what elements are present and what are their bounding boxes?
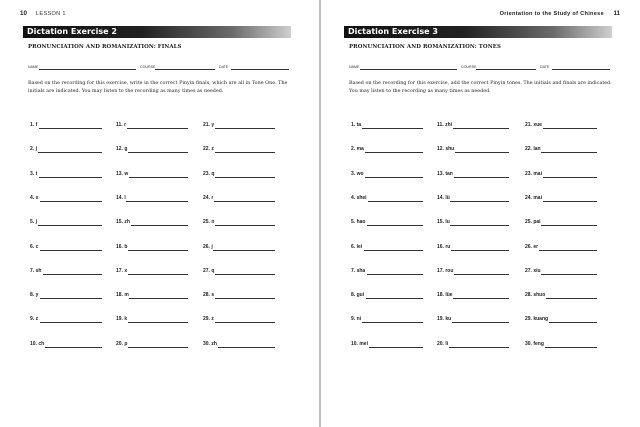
- answer-item: [437, 195, 509, 203]
- item-prompt: hao: [356, 219, 366, 226]
- item-number: 17.: [437, 267, 444, 274]
- answer-item: [437, 316, 509, 324]
- answer-item: [203, 292, 275, 300]
- answer-item: [437, 122, 509, 130]
- item-number: 24.: [525, 194, 532, 201]
- page-number: 11: [613, 10, 620, 17]
- item-number: 10.: [351, 340, 358, 347]
- answer-blank[interactable]: [362, 322, 423, 323]
- item-number: 28.: [525, 292, 532, 299]
- answer-item: [30, 341, 102, 349]
- item-prompt: y: [35, 292, 39, 299]
- page-number: 10: [20, 10, 27, 17]
- answer-item: [116, 195, 188, 203]
- name-field[interactable]: [39, 69, 136, 70]
- item-prompt: xue: [533, 122, 542, 128]
- answer-item: [203, 171, 275, 179]
- item-number: 3.: [351, 170, 356, 177]
- item-number: 7.: [30, 267, 35, 274]
- item-prompt: sh: [35, 267, 42, 274]
- item-prompt: r: [211, 194, 214, 201]
- answer-blank[interactable]: [129, 177, 188, 178]
- answer-blank[interactable]: [39, 177, 102, 178]
- item-prompt: ni: [356, 316, 362, 323]
- answer-blank[interactable]: [453, 128, 509, 129]
- item-prompt: gui: [356, 292, 365, 299]
- answer-blank[interactable]: [215, 152, 275, 153]
- item-number: 18.: [437, 292, 444, 299]
- item-prompt: tan: [445, 170, 453, 177]
- item-prompt: m: [124, 292, 129, 299]
- item-number: 20.: [437, 340, 444, 347]
- item-number: 8.: [351, 292, 356, 299]
- item-prompt: f: [35, 122, 38, 128]
- item-number: 6.: [30, 243, 35, 250]
- instructions: Based on the recording for this exercise, write in the correct Pinyin finals, which are all in Tone One. The initials are indicated. You may listen to the recording as many times as needed.: [28, 80, 288, 94]
- answer-blank[interactable]: [45, 347, 102, 348]
- item-number: 5.: [30, 219, 35, 226]
- answer-blank[interactable]: [367, 225, 423, 226]
- answer-blank[interactable]: [40, 201, 102, 202]
- answer-blank[interactable]: [455, 152, 509, 153]
- item-number: 3.: [30, 170, 35, 177]
- item-prompt: j: [35, 146, 37, 153]
- item-prompt: t: [35, 170, 38, 177]
- answer-blank[interactable]: [38, 152, 102, 153]
- item-number: 15.: [116, 219, 123, 226]
- answer-item: [116, 268, 188, 276]
- name-label: NAME: [28, 65, 39, 69]
- answer-item: [203, 244, 275, 252]
- item-number: 25.: [203, 219, 210, 226]
- item-number: 28.: [203, 292, 210, 299]
- item-prompt: mei: [359, 340, 368, 347]
- item-prompt: xiu: [533, 267, 541, 274]
- answer-item: [116, 316, 188, 324]
- name-label: NAME: [349, 65, 360, 69]
- item-prompt: z: [211, 146, 214, 153]
- item-number: 1.: [351, 122, 356, 128]
- item-prompt: zh: [124, 219, 130, 226]
- answer-blank[interactable]: [215, 128, 275, 129]
- item-number: 25.: [525, 219, 532, 226]
- item-prompt: z: [211, 316, 214, 323]
- item-prompt: wo: [356, 170, 364, 177]
- item-number: 12.: [437, 146, 444, 153]
- answer-blank[interactable]: [362, 128, 423, 129]
- date-field[interactable]: [552, 69, 610, 70]
- answer-item: [203, 122, 275, 130]
- item-prompt: lan: [533, 146, 541, 153]
- item-number: 30.: [203, 340, 210, 347]
- answer-blank[interactable]: [127, 128, 188, 129]
- answer-item: [437, 292, 509, 300]
- running-head: LESSON 1: [36, 11, 66, 17]
- item-number: 29.: [525, 316, 532, 323]
- answer-blank[interactable]: [40, 250, 102, 251]
- item-number: 19.: [116, 316, 123, 323]
- answer-blank[interactable]: [215, 274, 275, 275]
- answer-blank[interactable]: [541, 274, 597, 275]
- item-prompt: er: [533, 243, 539, 250]
- item-number: 9.: [30, 316, 35, 323]
- left-page: [0, 0, 319, 427]
- item-number: 14.: [437, 194, 444, 201]
- answer-blank[interactable]: [454, 177, 509, 178]
- answer-blank[interactable]: [214, 201, 275, 202]
- answer-blank[interactable]: [43, 274, 102, 275]
- item-number: 24.: [203, 194, 210, 201]
- answer-blank[interactable]: [131, 225, 188, 226]
- item-number: 8.: [30, 292, 35, 299]
- answer-item: [203, 316, 275, 324]
- item-prompt: shuo: [533, 292, 546, 299]
- answer-item: [203, 268, 275, 276]
- answer-blank[interactable]: [126, 201, 188, 202]
- item-prompt: z: [35, 316, 39, 323]
- item-prompt: y: [211, 122, 215, 128]
- item-prompt: q: [211, 267, 215, 274]
- answer-blank[interactable]: [539, 250, 597, 251]
- answer-item: [437, 219, 509, 227]
- item-number: 14.: [116, 194, 123, 201]
- answer-blank[interactable]: [541, 152, 597, 153]
- answer-blank[interactable]: [365, 177, 423, 178]
- item-number: 30.: [525, 340, 532, 347]
- answer-blank[interactable]: [215, 177, 275, 178]
- answer-blank[interactable]: [451, 250, 509, 251]
- item-prompt: n: [211, 219, 215, 226]
- answer-blank[interactable]: [128, 347, 188, 348]
- item-number: 16.: [437, 243, 444, 250]
- student-info-line: [349, 65, 609, 73]
- answer-item: [351, 292, 423, 300]
- answer-blank[interactable]: [546, 298, 597, 299]
- answer-item: [351, 219, 423, 227]
- course-label: COURSE: [461, 65, 477, 69]
- answer-blank[interactable]: [128, 274, 188, 275]
- answer-item: [351, 244, 423, 252]
- answer-blank[interactable]: [365, 152, 423, 153]
- right-page: [321, 0, 640, 427]
- answer-item: [525, 219, 597, 227]
- item-prompt: p: [124, 340, 128, 347]
- answer-item: [30, 316, 102, 324]
- answer-blank[interactable]: [215, 298, 275, 299]
- item-prompt: ta: [356, 122, 362, 128]
- item-number: 29.: [203, 316, 210, 323]
- answer-item: [30, 219, 102, 227]
- item-prompt: kuang: [533, 316, 549, 323]
- answer-item: [351, 171, 423, 179]
- item-number: 11.: [437, 122, 444, 128]
- item-number: 15.: [437, 219, 444, 226]
- item-prompt: k: [124, 316, 128, 323]
- answer-item: [30, 292, 102, 300]
- student-info-line: [28, 65, 288, 73]
- answer-item: [351, 316, 423, 324]
- answer-blank[interactable]: [545, 347, 597, 348]
- item-prompt: b: [124, 243, 128, 250]
- item-number: 1.: [30, 122, 35, 128]
- name-field[interactable]: [360, 69, 457, 70]
- item-prompt: shu: [445, 146, 455, 153]
- item-prompt: sha: [356, 267, 366, 274]
- item-prompt: l: [124, 194, 126, 201]
- item-prompt: q: [211, 170, 215, 177]
- item-prompt: w: [124, 170, 129, 177]
- item-prompt: j: [211, 243, 213, 250]
- item-prompt: mai: [533, 194, 542, 201]
- answer-item: [525, 244, 597, 252]
- answer-blank[interactable]: [128, 322, 188, 323]
- answer-item: [30, 268, 102, 276]
- item-prompt: feng: [533, 340, 544, 347]
- answer-item: [525, 122, 597, 130]
- item-number: 5.: [351, 219, 356, 226]
- answer-blank[interactable]: [541, 225, 597, 226]
- date-field[interactable]: [231, 69, 289, 70]
- answer-item: [351, 122, 423, 130]
- answer-item: [525, 268, 597, 276]
- answer-item: [30, 171, 102, 179]
- item-prompt: j: [35, 219, 37, 226]
- date-label: DATE: [540, 65, 550, 69]
- answer-item: [116, 292, 188, 300]
- item-number: 2.: [351, 146, 356, 153]
- exercise-banner: Dictation Exercise 2: [23, 26, 291, 38]
- answer-item: [30, 195, 102, 203]
- item-prompt: ru: [445, 243, 451, 250]
- answer-item: [116, 341, 188, 349]
- answer-grid: [351, 122, 611, 352]
- item-prompt: ku: [445, 316, 452, 323]
- answer-blank[interactable]: [367, 274, 423, 275]
- answer-item: [30, 146, 102, 154]
- answer-blank[interactable]: [368, 201, 423, 202]
- answer-blank[interactable]: [128, 250, 188, 251]
- item-prompt: ch: [38, 340, 45, 347]
- answer-blank[interactable]: [549, 322, 597, 323]
- answer-item: [351, 195, 423, 203]
- item-number: 13.: [437, 170, 444, 177]
- item-prompt: x: [35, 194, 39, 201]
- answer-blank[interactable]: [543, 177, 597, 178]
- answer-blank[interactable]: [369, 347, 423, 348]
- answer-blank[interactable]: [543, 128, 597, 129]
- item-prompt: shei: [356, 194, 367, 201]
- answer-item: [351, 341, 423, 349]
- answer-item: [525, 341, 597, 349]
- item-prompt: r: [124, 122, 127, 128]
- instructions: Based on the recording for this exercise, add the correct Pinyin tones. The initials and finals are indicated. You may listen to the recording as many times as needed.: [349, 80, 612, 94]
- item-number: 10.: [30, 340, 37, 347]
- item-number: 27.: [203, 267, 210, 274]
- item-prompt: zhi: [445, 122, 453, 128]
- item-number: 27.: [525, 267, 532, 274]
- item-number: 16.: [116, 243, 123, 250]
- answer-blank[interactable]: [218, 347, 275, 348]
- item-prompt: zh: [211, 340, 217, 347]
- answer-item: [437, 341, 509, 349]
- item-prompt: lüe: [445, 292, 453, 299]
- item-prompt: c: [35, 243, 39, 250]
- date-label: DATE: [219, 65, 229, 69]
- answer-item: [203, 146, 275, 154]
- running-head: Orientation to the Study of Chinese: [499, 11, 604, 17]
- answer-blank[interactable]: [452, 322, 509, 323]
- answer-blank[interactable]: [543, 201, 597, 202]
- item-number: 18.: [116, 292, 123, 299]
- item-number: 23.: [525, 170, 532, 177]
- item-number: 20.: [116, 340, 123, 347]
- answer-item: [525, 316, 597, 324]
- item-number: 21.: [203, 122, 210, 128]
- answer-blank[interactable]: [450, 225, 509, 226]
- answer-blank[interactable]: [213, 250, 275, 251]
- item-number: 19.: [437, 316, 444, 323]
- item-number: 6.: [351, 243, 356, 250]
- item-number: 7.: [351, 267, 356, 274]
- item-number: 23.: [203, 170, 210, 177]
- course-field[interactable]: [476, 69, 536, 70]
- section-heading: PRONUNCIATION AND ROMANIZATION: FINALS: [28, 44, 182, 50]
- answer-item: [116, 171, 188, 179]
- item-prompt: lu: [445, 219, 450, 226]
- item-number: 26.: [203, 243, 210, 250]
- answer-item: [116, 244, 188, 252]
- answer-item: [30, 244, 102, 252]
- answer-item: [525, 171, 597, 179]
- answer-blank[interactable]: [40, 298, 102, 299]
- item-number: 4.: [351, 194, 356, 201]
- item-number: 17.: [116, 267, 123, 274]
- item-prompt: lü: [445, 194, 450, 201]
- answer-blank[interactable]: [40, 322, 102, 323]
- item-number: 13.: [116, 170, 123, 177]
- answer-item: [116, 146, 188, 154]
- item-number: 22.: [203, 146, 210, 153]
- answer-item: [437, 146, 509, 154]
- item-prompt: x: [124, 267, 128, 274]
- item-number: 26.: [525, 243, 532, 250]
- course-label: COURSE: [140, 65, 156, 69]
- answer-item: [351, 268, 423, 276]
- answer-item: [116, 219, 188, 227]
- item-prompt: li: [445, 340, 449, 347]
- item-prompt: pai: [533, 219, 541, 226]
- item-number: 9.: [351, 316, 356, 323]
- answer-item: [203, 195, 275, 203]
- course-field[interactable]: [155, 69, 215, 70]
- answer-item: [437, 244, 509, 252]
- section-heading: PRONUNCIATION AND ROMANIZATION: TONES: [349, 44, 501, 50]
- item-number: 11.: [116, 122, 123, 128]
- item-number: 2.: [30, 146, 35, 153]
- answer-item: [525, 292, 597, 300]
- answer-blank[interactable]: [364, 250, 423, 251]
- answer-blank[interactable]: [129, 298, 188, 299]
- answer-blank[interactable]: [449, 347, 509, 348]
- item-prompt: s: [211, 292, 215, 299]
- answer-blank[interactable]: [215, 322, 275, 323]
- answer-item: [437, 268, 509, 276]
- answer-blank[interactable]: [453, 298, 509, 299]
- answer-blank[interactable]: [366, 298, 423, 299]
- answer-blank[interactable]: [454, 274, 509, 275]
- answer-item: [116, 122, 188, 130]
- item-number: 4.: [30, 194, 35, 201]
- answer-item: [525, 195, 597, 203]
- item-number: 12.: [116, 146, 123, 153]
- answer-item: [203, 341, 275, 349]
- answer-item: [525, 146, 597, 154]
- answer-item: [351, 146, 423, 154]
- item-prompt: rou: [445, 267, 454, 274]
- exercise-banner: Dictation Exercise 3: [344, 26, 612, 38]
- answer-blank[interactable]: [38, 225, 102, 226]
- answer-blank[interactable]: [215, 225, 275, 226]
- answer-item: [30, 122, 102, 130]
- item-number: 22.: [525, 146, 532, 153]
- answer-item: [437, 171, 509, 179]
- item-prompt: g: [124, 146, 128, 153]
- answer-blank[interactable]: [128, 152, 188, 153]
- item-number: 21.: [525, 122, 532, 128]
- item-prompt: mai: [533, 170, 542, 177]
- answer-item: [203, 219, 275, 227]
- answer-grid: [30, 122, 290, 352]
- item-prompt: ma: [356, 146, 364, 153]
- answer-blank[interactable]: [39, 128, 102, 129]
- answer-blank[interactable]: [450, 201, 509, 202]
- item-prompt: lei: [356, 243, 363, 250]
